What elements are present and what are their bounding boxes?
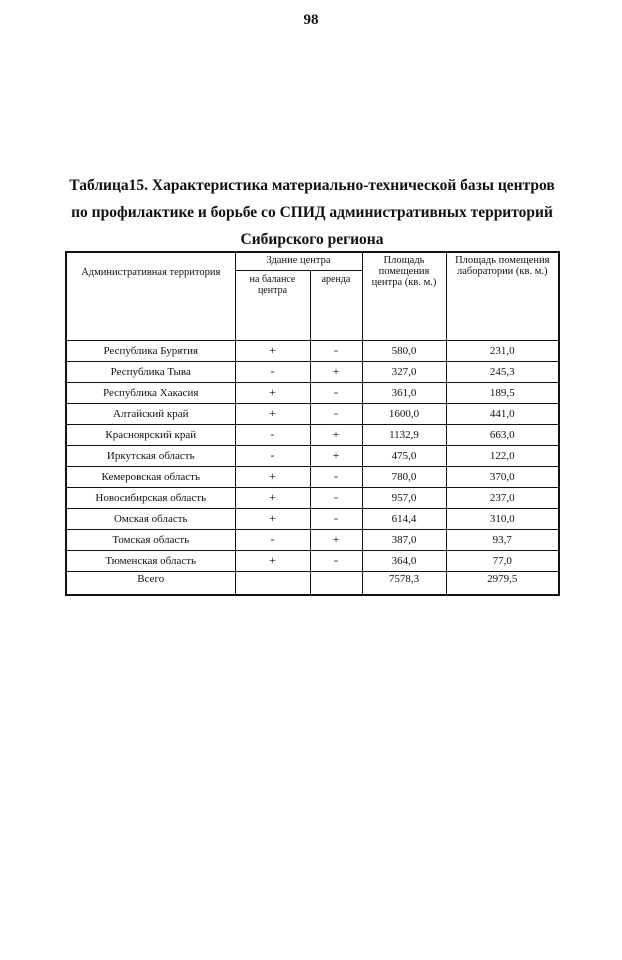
- header-center-area: Площадь помещения центра (кв. м.): [362, 252, 446, 340]
- table-row: [66, 445, 559, 466]
- header-territory: Административная территория: [66, 252, 235, 340]
- header-balance: на балансе центра: [235, 270, 310, 340]
- balance-cell: +: [235, 382, 310, 403]
- balance-cell: +: [235, 550, 310, 571]
- data-table: [65, 251, 560, 596]
- center-area-cell: 580,0: [362, 340, 446, 361]
- balance-cell: -: [235, 424, 310, 445]
- table-row: [66, 382, 559, 403]
- total-rent-cell: [310, 571, 362, 595]
- table-row: [66, 487, 559, 508]
- lab-area-cell: 245,3: [446, 361, 559, 382]
- center-area-cell: 780,0: [362, 466, 446, 487]
- center-area-cell: 957,0: [362, 487, 446, 508]
- balance-cell: +: [235, 508, 310, 529]
- total-balance-cell: [235, 571, 310, 595]
- lab-area-cell: 370,0: [446, 466, 559, 487]
- center-area-cell: 1600,0: [362, 403, 446, 424]
- lab-area-cell: 231,0: [446, 340, 559, 361]
- center-area-cell: 1132,9: [362, 424, 446, 445]
- territory-cell: Республика Бурятия: [66, 340, 235, 361]
- table-row: [66, 466, 559, 487]
- center-area-cell: 327,0: [362, 361, 446, 382]
- table-row: [66, 550, 559, 571]
- balance-cell: -: [235, 361, 310, 382]
- territory-cell: Томская область: [66, 529, 235, 550]
- balance-cell: +: [235, 403, 310, 424]
- territory-cell: Омская область: [66, 508, 235, 529]
- lab-area-cell: 663,0: [446, 424, 559, 445]
- lab-area-cell: 77,0: [446, 550, 559, 571]
- center-area-cell: 475,0: [362, 445, 446, 466]
- rent-cell: -: [310, 382, 362, 403]
- table-row: [66, 424, 559, 445]
- balance-cell: -: [235, 529, 310, 550]
- table-row: [66, 361, 559, 382]
- territory-cell: Иркутская область: [66, 445, 235, 466]
- table-caption: [40, 172, 584, 253]
- territory-cell: Республика Хакасия: [66, 382, 235, 403]
- table-row: [66, 403, 559, 424]
- lab-area-cell: 310,0: [446, 508, 559, 529]
- rent-cell: +: [310, 361, 362, 382]
- total-label: Всего: [66, 571, 235, 595]
- rent-cell: -: [310, 487, 362, 508]
- balance-cell: +: [235, 340, 310, 361]
- rent-cell: -: [310, 550, 362, 571]
- territory-cell: Красноярский край: [66, 424, 235, 445]
- lab-area-cell: 189,5: [446, 382, 559, 403]
- rent-cell: -: [310, 466, 362, 487]
- total-row: [66, 571, 559, 595]
- territory-cell: Тюменская область: [66, 550, 235, 571]
- rent-cell: +: [310, 445, 362, 466]
- lab-area-cell: 122,0: [446, 445, 559, 466]
- caption-line-1: Таблица15. Характеристика материально-технической базы центров: [69, 177, 555, 194]
- header-lab-area: Площадь помещения лаборатории (кв. м.): [446, 252, 559, 340]
- total-center-area: 7578,3: [362, 571, 446, 595]
- table-row: [66, 508, 559, 529]
- center-area-cell: 361,0: [362, 382, 446, 403]
- caption-line-2: по профилактике и борьбе со СПИД административных территорий: [71, 204, 553, 221]
- rent-cell: -: [310, 508, 362, 529]
- center-area-cell: 364,0: [362, 550, 446, 571]
- center-area-cell: 387,0: [362, 529, 446, 550]
- balance-cell: +: [235, 466, 310, 487]
- territory-cell: Республика Тыва: [66, 361, 235, 382]
- balance-cell: -: [235, 445, 310, 466]
- lab-area-cell: 441,0: [446, 403, 559, 424]
- header-building: Здание центра: [235, 252, 362, 270]
- header-rent: аренда: [310, 270, 362, 340]
- rent-cell: -: [310, 403, 362, 424]
- balance-cell: +: [235, 487, 310, 508]
- lab-area-cell: 93,7: [446, 529, 559, 550]
- table-row: [66, 340, 559, 361]
- territory-cell: Новосибирская область: [66, 487, 235, 508]
- rent-cell: +: [310, 529, 362, 550]
- caption-line-3: Сибирского региона: [240, 231, 384, 248]
- rent-cell: -: [310, 340, 362, 361]
- territory-cell: Алтайский край: [66, 403, 235, 424]
- table-row: [66, 529, 559, 550]
- center-area-cell: 614,4: [362, 508, 446, 529]
- territory-cell: Кемеровская область: [66, 466, 235, 487]
- total-lab-area: 2979,5: [446, 571, 559, 595]
- page-number: 98: [303, 12, 319, 28]
- rent-cell: +: [310, 424, 362, 445]
- lab-area-cell: 237,0: [446, 487, 559, 508]
